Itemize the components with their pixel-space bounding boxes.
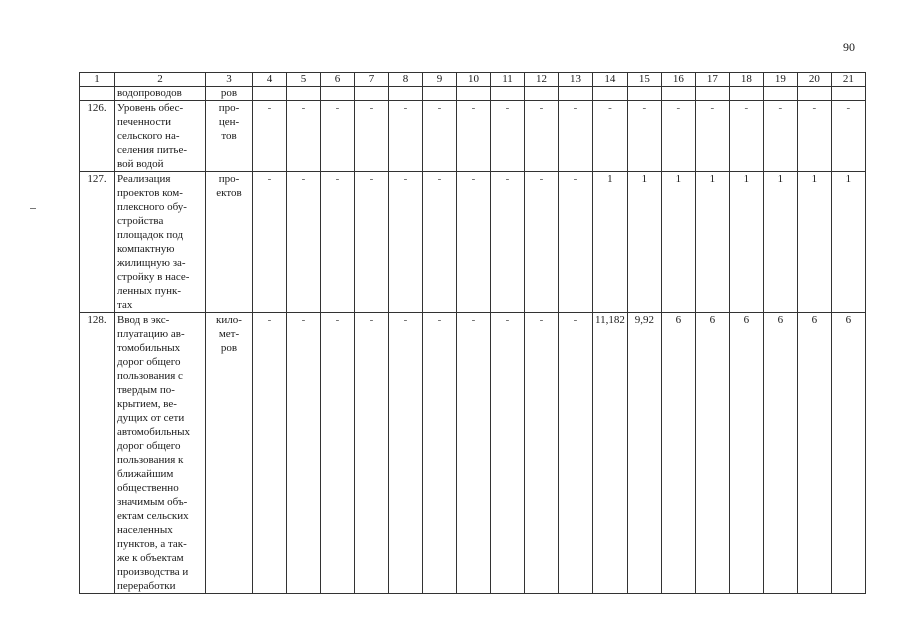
value-cell: - bbox=[355, 313, 389, 594]
column-header: 5 bbox=[287, 73, 321, 87]
column-header: 14 bbox=[593, 73, 628, 87]
value-cell: 9,92 bbox=[627, 313, 661, 594]
column-header: 21 bbox=[831, 73, 865, 87]
value-cell: - bbox=[593, 101, 628, 172]
value-cell: - bbox=[559, 313, 593, 594]
column-header: 1 bbox=[80, 73, 115, 87]
value-cell bbox=[831, 87, 865, 101]
value-cell: 11,182 bbox=[593, 313, 628, 594]
value-cell bbox=[389, 87, 423, 101]
value-cell: - bbox=[491, 172, 525, 313]
unit-text: кило- мет- ров bbox=[206, 313, 253, 594]
value-cell: 1 bbox=[695, 172, 729, 313]
value-cell: 6 bbox=[831, 313, 865, 594]
value-cell: - bbox=[525, 172, 559, 313]
value-cell: - bbox=[457, 172, 491, 313]
indicator-text: Ввод в экс- плуатацию ав- томобильных дорог общего пользования с твердым по- крытием, ве- дущих от сети автомобильных дорог общего пользования к ближайшим общественно значимым объ- ектам сельских населенных пунктов, а так- же к объектам производства и переработки bbox=[115, 313, 206, 594]
column-header: 8 bbox=[389, 73, 423, 87]
value-cell: - bbox=[321, 101, 355, 172]
value-cell: 1 bbox=[797, 172, 831, 313]
indicator-text: Уровень обес- печенности сельского на- селения питье- вой водой bbox=[115, 101, 206, 172]
row-number: 127. bbox=[80, 172, 115, 313]
indicator-text: Реализация проектов ком- плексного обу- стройства площадок под компактную жилищную за- стройку в насе- ленных пунк- тах bbox=[115, 172, 206, 313]
value-cell bbox=[593, 87, 628, 101]
column-header: 4 bbox=[253, 73, 287, 87]
value-cell: 1 bbox=[729, 172, 763, 313]
value-cell: - bbox=[559, 172, 593, 313]
column-header: 6 bbox=[321, 73, 355, 87]
column-header: 3 bbox=[206, 73, 253, 87]
value-cell bbox=[559, 87, 593, 101]
value-cell bbox=[321, 87, 355, 101]
value-cell: - bbox=[661, 101, 695, 172]
value-cell bbox=[457, 87, 491, 101]
value-cell: - bbox=[423, 313, 457, 594]
column-header: 20 bbox=[797, 73, 831, 87]
value-cell bbox=[729, 87, 763, 101]
row-number: 128. bbox=[80, 313, 115, 594]
value-cell: 6 bbox=[695, 313, 729, 594]
value-cell: - bbox=[287, 313, 321, 594]
value-cell: - bbox=[389, 172, 423, 313]
value-cell bbox=[355, 87, 389, 101]
column-header: 16 bbox=[661, 73, 695, 87]
value-cell: - bbox=[525, 313, 559, 594]
data-table bbox=[79, 72, 866, 594]
value-cell: - bbox=[287, 101, 321, 172]
column-header: 18 bbox=[729, 73, 763, 87]
value-cell: - bbox=[287, 172, 321, 313]
value-cell: - bbox=[423, 101, 457, 172]
unit-text: про- цен- тов bbox=[206, 101, 253, 172]
value-cell bbox=[661, 87, 695, 101]
value-cell: - bbox=[491, 313, 525, 594]
value-cell: - bbox=[321, 172, 355, 313]
value-cell: 1 bbox=[627, 172, 661, 313]
value-cell: - bbox=[491, 101, 525, 172]
column-header: 10 bbox=[457, 73, 491, 87]
value-cell bbox=[253, 87, 287, 101]
value-cell: 6 bbox=[797, 313, 831, 594]
table-row bbox=[80, 172, 866, 313]
scan-mark bbox=[30, 208, 36, 209]
value-cell: - bbox=[457, 101, 491, 172]
row-number bbox=[80, 87, 115, 101]
unit-text: про- ектов bbox=[206, 172, 253, 313]
value-cell: - bbox=[253, 313, 287, 594]
value-cell: - bbox=[389, 313, 423, 594]
row-number: 126. bbox=[80, 101, 115, 172]
value-cell: - bbox=[763, 101, 797, 172]
value-cell: 6 bbox=[661, 313, 695, 594]
value-cell: - bbox=[525, 101, 559, 172]
value-cell: - bbox=[797, 101, 831, 172]
value-cell: 1 bbox=[831, 172, 865, 313]
value-cell: - bbox=[253, 172, 287, 313]
page-number: 90 bbox=[843, 40, 855, 54]
column-header: 2 bbox=[115, 73, 206, 87]
value-cell: 6 bbox=[763, 313, 797, 594]
value-cell bbox=[627, 87, 661, 101]
column-header: 7 bbox=[355, 73, 389, 87]
table-row bbox=[80, 313, 866, 594]
value-cell bbox=[797, 87, 831, 101]
value-cell: 6 bbox=[729, 313, 763, 594]
value-cell: - bbox=[253, 101, 287, 172]
column-header: 9 bbox=[423, 73, 457, 87]
header-row bbox=[80, 73, 866, 87]
value-cell: - bbox=[355, 101, 389, 172]
column-header: 12 bbox=[525, 73, 559, 87]
table-row bbox=[80, 101, 866, 172]
value-cell: - bbox=[559, 101, 593, 172]
column-header: 13 bbox=[559, 73, 593, 87]
indicator-text: водопроводов bbox=[115, 87, 206, 101]
value-cell: - bbox=[831, 101, 865, 172]
value-cell: - bbox=[355, 172, 389, 313]
value-cell: - bbox=[695, 101, 729, 172]
value-cell: - bbox=[457, 313, 491, 594]
column-header: 11 bbox=[491, 73, 525, 87]
value-cell: - bbox=[423, 172, 457, 313]
column-header: 19 bbox=[763, 73, 797, 87]
value-cell bbox=[491, 87, 525, 101]
value-cell: 1 bbox=[661, 172, 695, 313]
value-cell: - bbox=[729, 101, 763, 172]
column-header: 17 bbox=[695, 73, 729, 87]
value-cell: - bbox=[627, 101, 661, 172]
value-cell: 1 bbox=[593, 172, 628, 313]
value-cell: - bbox=[321, 313, 355, 594]
value-cell: - bbox=[389, 101, 423, 172]
value-cell bbox=[287, 87, 321, 101]
value-cell bbox=[525, 87, 559, 101]
unit-text: ров bbox=[206, 87, 253, 101]
value-cell bbox=[423, 87, 457, 101]
continuation-row bbox=[80, 87, 866, 101]
column-header: 15 bbox=[627, 73, 661, 87]
value-cell: 1 bbox=[763, 172, 797, 313]
value-cell bbox=[763, 87, 797, 101]
value-cell bbox=[695, 87, 729, 101]
